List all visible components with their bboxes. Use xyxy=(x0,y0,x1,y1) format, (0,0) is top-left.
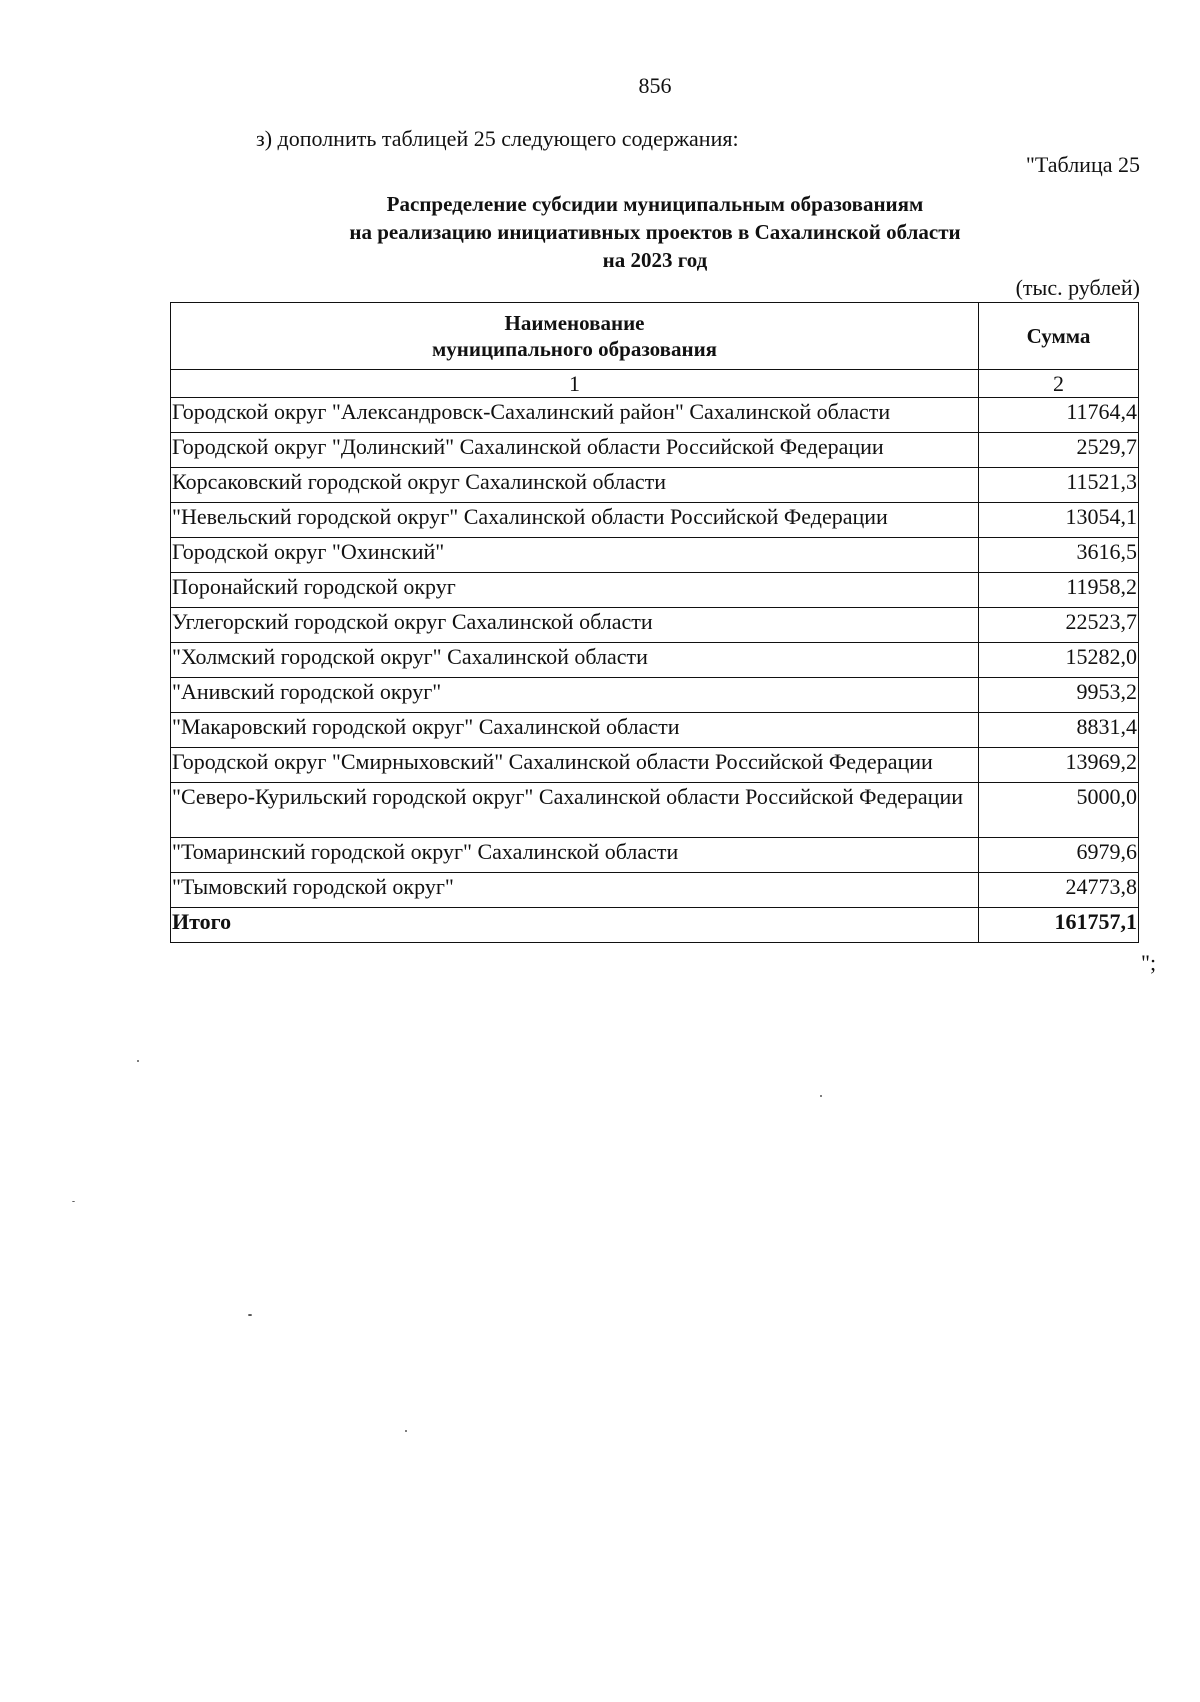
title-line: на 2023 год xyxy=(602,248,708,272)
subsidy-amount: 22523,7 xyxy=(979,608,1139,643)
municipality-name: Городской округ "Охинский" xyxy=(171,538,979,573)
subsidy-amount: 5000,0 xyxy=(979,783,1139,838)
subsidy-amount: 15282,0 xyxy=(979,643,1139,678)
subsidy-amount: 9953,2 xyxy=(979,678,1139,713)
intro-text: з) дополнить таблицей 25 следующего содержания: xyxy=(256,126,739,151)
subsidy-amount: 11958,2 xyxy=(979,573,1139,608)
total-row xyxy=(171,908,1139,943)
subsidy-amount: 11764,4 xyxy=(979,398,1139,433)
municipality-name: Поронайский городской округ xyxy=(171,573,979,608)
table-row xyxy=(171,608,1139,643)
table-row xyxy=(171,643,1139,678)
subsidy-amount: 6979,6 xyxy=(979,838,1139,873)
subsidy-table xyxy=(170,302,1139,943)
column-number-1: 1 xyxy=(171,370,979,398)
table-row xyxy=(171,503,1139,538)
subsidy-amount: 8831,4 xyxy=(979,713,1139,748)
table-row xyxy=(171,678,1139,713)
municipality-name: Городской округ "Долинский" Сахалинской области Российской Федерации xyxy=(171,433,979,468)
subsidy-amount: 24773,8 xyxy=(979,873,1139,908)
table-row xyxy=(171,433,1139,468)
column-number-row xyxy=(171,370,1139,398)
scan-speck xyxy=(248,1314,252,1316)
municipality-name: "Холмский городской округ" Сахалинской области xyxy=(171,643,979,678)
municipality-name: "Макаровский городской округ" Сахалинской области xyxy=(171,713,979,748)
header-name xyxy=(171,303,979,370)
municipality-name: "Северо-Курильский городской округ" Сахалинской области Российской Федерации xyxy=(171,783,979,838)
municipality-name: Городской округ "Смирныховский" Сахалинской области Российской Федерации xyxy=(171,748,979,783)
subsidy-amount: 13054,1 xyxy=(979,503,1139,538)
municipality-name: Корсаковский городской округ Сахалинской области xyxy=(171,468,979,503)
closing-quote: "; xyxy=(1141,950,1157,975)
header-sum: Сумма xyxy=(979,303,1139,370)
table-row xyxy=(171,748,1139,783)
title-line: на реализацию инициативных проектов в Сахалинской области xyxy=(349,220,961,244)
table-row xyxy=(171,713,1139,748)
page-number: 856 xyxy=(638,73,672,98)
scan-speck xyxy=(72,1201,75,1202)
units-note: (тыс. рублей) xyxy=(1015,275,1140,300)
title-line: Распределение субсидии муниципальным образованиям xyxy=(386,192,924,216)
scan-speck xyxy=(820,1095,822,1097)
column-number-2: 2 xyxy=(979,370,1139,398)
table-row xyxy=(171,573,1139,608)
document-title xyxy=(150,190,1160,274)
municipality-name: "Тымовский городской округ" xyxy=(171,873,979,908)
table-row xyxy=(171,783,1139,838)
subsidy-amount: 13969,2 xyxy=(979,748,1139,783)
municipality-name: "Невельский городской округ" Сахалинской области Российской Федерации xyxy=(171,503,979,538)
header-name-line1: Наименование xyxy=(504,311,645,335)
total-label: Итого xyxy=(171,908,979,943)
scan-speck xyxy=(137,1060,139,1062)
municipality-name: Городской округ "Александровск-Сахалинский район" Сахалинской области xyxy=(171,398,979,433)
header-name-line2: муниципального образования xyxy=(431,337,718,361)
subsidy-amount: 3616,5 xyxy=(979,538,1139,573)
municipality-name: "Анивский городской округ" xyxy=(171,678,979,713)
subsidy-amount: 11521,3 xyxy=(979,468,1139,503)
table-row xyxy=(171,398,1139,433)
total-sum: 161757,1 xyxy=(979,908,1139,943)
municipality-name: Углегорский городской округ Сахалинской области xyxy=(171,608,979,643)
table-row xyxy=(171,838,1139,873)
municipality-name: "Томаринский городской округ" Сахалинской области xyxy=(171,838,979,873)
table-header-row xyxy=(171,303,1139,370)
scan-speck xyxy=(405,1430,407,1432)
table-row xyxy=(171,873,1139,908)
table-label: "Таблица 25 xyxy=(1025,152,1140,177)
table-row xyxy=(171,468,1139,503)
subsidy-amount: 2529,7 xyxy=(979,433,1139,468)
table-row xyxy=(171,538,1139,573)
